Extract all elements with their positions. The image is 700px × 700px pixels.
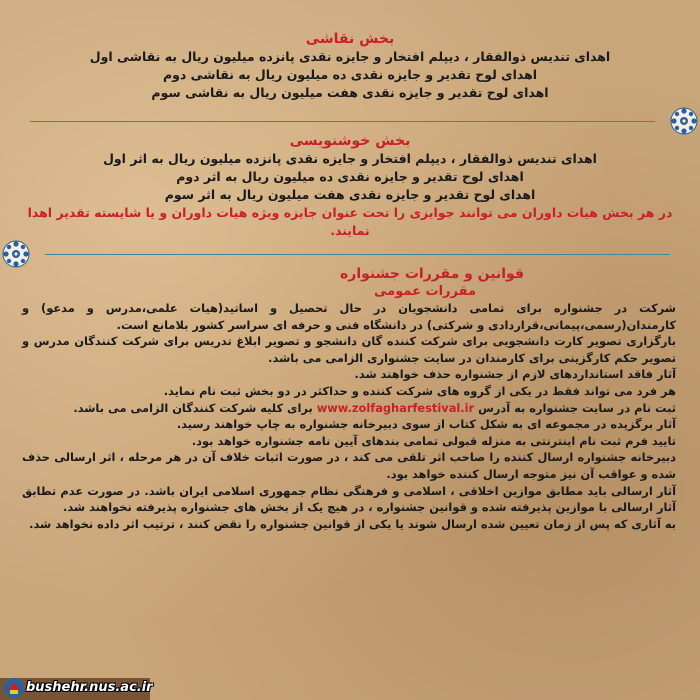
rosette-icon	[2, 240, 30, 268]
rosette-icon	[670, 107, 698, 135]
calligraphy-prize-3: اهدای لوح تقدیر و جایزه نقدی هفت میلیون ریال به اثر سوم	[164, 187, 536, 202]
rule-ownership: دبیرخانه جشنواره ارسال کننده را صاحب اثر تلقی می کند ، در صورت اثبات خلاف آن در هر مرحله ، اثر ارسالی حذف شده و عواقب آن نیز متوجه ارسال کننده خواهد بود.	[22, 450, 676, 481]
jury-note-line-1: در هر بخش هیات داوران می توانند جوایزی را تحت عنوان جایزه ویژه هیات داوران و یا شایسته تقدیر اهدا	[27, 205, 673, 220]
jury-note-line-2: نمایند.	[330, 223, 370, 238]
rule-deadline: به آثاری که پس از زمان تعیین شده ارسال شوند یا یکی از قوانین جشنواره را نقض کنند ، ترتیب اثر داده نخواهد شد.	[29, 516, 676, 531]
divider-2	[45, 254, 670, 255]
rule-eligibility: شرکت در جشنواره برای تمامی دانشجویان در حال تحصیل و اساتید(هیات علمی،مدرس و مدعو) و کارمندان(رسمی،پیمانی،قراردادی و شرکتی) در دانشگاه فنی و حرفه ای سراسر کشور بلامانع است.	[22, 301, 676, 332]
divider-1	[30, 121, 655, 122]
painting-prize-2: اهدای لوح تقدیر و جایزه نقدی ده میلیون ریال به نقاشی دوم	[162, 67, 538, 82]
rule-book-publication: آثار برگزیده در مجموعه ای به شکل کتاب از سوی دبیرخانه جشنواره به چاپ خواهند رسید.	[176, 417, 676, 432]
festival-website-link[interactable]: www.zolfagharfestival.ir	[316, 400, 475, 415]
rules-title: قوانین و مقررات جشنواره	[340, 266, 524, 282]
painting-prize-1: اهدای تندیس ذوالفقار ، دیپلم افتخار و جایزه نقدی پانزده میلیون ریال به نقاشی اول	[89, 49, 611, 64]
rule-registration	[22, 400, 676, 417]
painting-title: بخش نقاشی	[305, 31, 395, 47]
rules-section	[22, 266, 676, 532]
rule-ethics: آثار ارسالی باید مطابق موازین اخلاقی ، اسلامی و فرهنگی نظام جمهوری اسلامی ایران باشد. در صورت عدم تطابق آثار ارسالی با موازین پذیرفته شده و قوانین جشنواره ، در هیچ یک از بخش های جشنواره پذیرفته نخواهند شد.	[22, 483, 676, 515]
university-logo-icon	[4, 678, 24, 698]
rule-group-limit: هر فرد می تواند فقط در یکی از گروه های شرکت کننده و حداکثر در دو بخش ثبت نام نماید.	[163, 383, 676, 398]
rules-subtitle: مقررات عمومی	[374, 284, 476, 299]
calligraphy-prize-2: اهدای لوح تقدیر و جایزه نقدی ده میلیون ریال به اثر دوم	[176, 169, 524, 184]
painting-section	[20, 30, 680, 102]
calligraphy-section	[20, 132, 680, 240]
registration-text-after: برای کلیه شرکت کنندگان الزامی می باشد.	[73, 400, 313, 415]
registration-text-before: ثبت نام در سایت جشنواره به آدرس	[478, 400, 676, 415]
rule-form-acceptance: تایید فرم ثبت نام اینترنتی به منزله قبولی تمامی بندهای آیین نامه جشنواره خواهد بود.	[191, 433, 676, 448]
rule-upload-documents: بارگزاری تصویر کارت دانشجویی برای شرکت کننده گان دانشجو و تصویر ابلاغ تدریس برای شرکت کنندگان مدرس و تصویر حکم کارگزینی برای کارمندان در سایت جشنواری الزامی می باشد.	[22, 334, 676, 365]
calligraphy-prize-1: اهدای تندیس ذوالفقار ، دیپلم افتخار و جایزه نقدی پانزده میلیون ریال به اثر اول	[103, 151, 597, 166]
painting-prize-3: اهدای لوح تقدیر و جایزه نقدی هفت میلیون ریال به نقاشی سوم	[151, 85, 549, 100]
calligraphy-title: بخش خوشنویسی	[289, 133, 411, 149]
site-address[interactable]: bushehr.nus.ac.ir	[26, 680, 153, 695]
rule-standards: آثار فاقد استانداردهای لازم از جشنواره حذف خواهند شد.	[354, 367, 676, 382]
